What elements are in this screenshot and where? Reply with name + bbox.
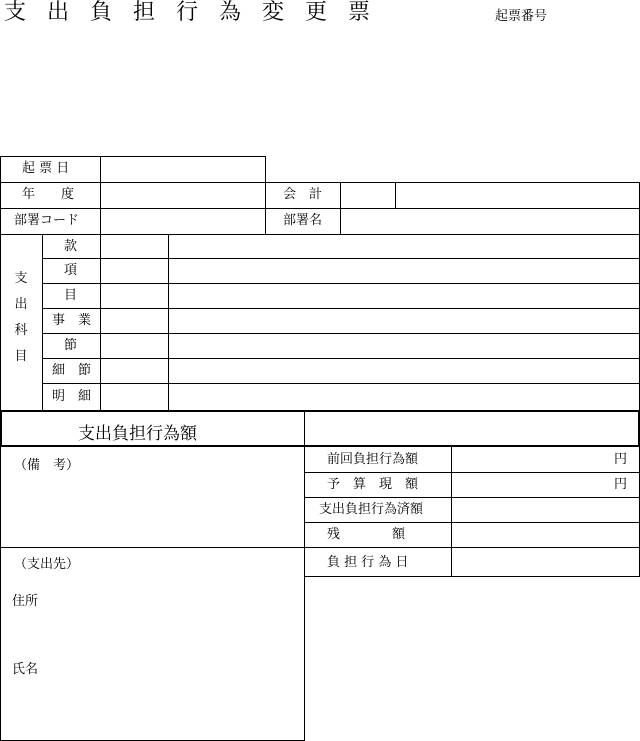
category-row-jigyou: 事 業 [52,313,92,328]
previous-amount-field[interactable] [453,448,611,471]
document-title: 支 出 負 担 行 為 変 更 票 [4,0,377,25]
department-name-label: 部署名 [283,213,323,228]
issue-date-field[interactable] [101,157,264,181]
document-number-label: 起票番号 [495,9,548,24]
category-row-saisetsu: 細 節 [52,363,92,378]
department-code-label: 部署コード [14,213,80,228]
category-row-moku: 目 [64,288,78,303]
committed-amount-field[interactable] [453,498,638,521]
accounting-code-field[interactable] [341,183,394,207]
amount-label: 支出負担行為額 [78,424,197,444]
payee-name-label: 氏名 [12,662,39,677]
summary-balance-label: 残 額 [327,527,406,542]
summary-previous-label: 前回負担行為額 [327,452,419,467]
payee-address-label: 住所 [12,594,39,609]
payee-label: （支出先） [14,557,80,572]
summary-previous-unit: 円 [614,452,628,467]
summary-committed-label: 支出負担行為済額 [319,502,424,517]
commitment-date-field[interactable] [453,548,638,575]
category-row-kan: 款 [64,239,78,254]
fiscal-year-label: 年 度 [22,187,75,202]
accounting-label: 会 計 [283,187,323,202]
payee-address-field[interactable] [48,588,300,618]
accounting-name-field[interactable] [396,183,638,207]
expenditure-category-label: 支出科目 [14,271,28,364]
fiscal-year-field[interactable] [101,183,264,207]
summary-commitment-date-label: 負 担 行 為 日 [327,555,409,570]
balance-field[interactable] [453,523,638,546]
department-name-field[interactable] [341,209,638,233]
category-row-setsu: 節 [64,338,78,353]
remarks-label: （備 考） [14,458,80,473]
remarks-field[interactable] [2,475,302,545]
category-row-kou: 項 [64,263,78,278]
department-code-field[interactable] [101,209,264,233]
payee-name-field[interactable] [48,656,300,686]
summary-budget-label: 予 算 現 額 [327,477,419,492]
issue-date-label: 起 票 日 [22,161,70,176]
category-row-meisai: 明 細 [52,389,92,404]
summary-budget-unit: 円 [614,477,628,492]
budget-amount-field[interactable] [453,473,611,496]
amount-field[interactable] [306,412,638,445]
